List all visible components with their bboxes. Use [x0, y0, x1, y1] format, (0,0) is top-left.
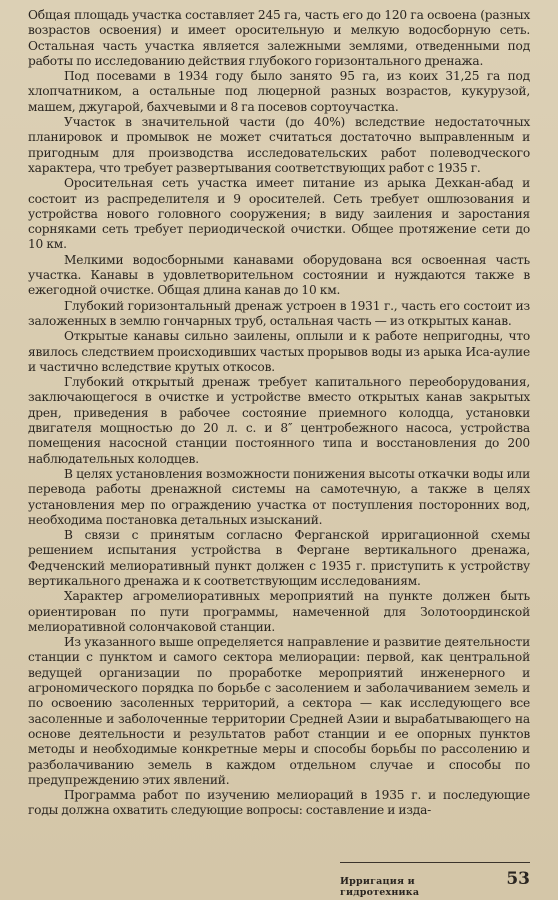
- paragraph: Глубокий открытый дренаж требует капитального переоборудования, заключающегося в очистке и устройстве вместо открытых канав закрытых дрен, приведения в рабочее состояние приемного колодца, установки двигателя мощностью до 20 л. с. и 8″ центробежного насоса, устройства помещения насосной станции постоянного типа и восстановления до 200 наблюдательных колодцев.: [28, 375, 530, 466]
- paragraph: Открытые канавы сильно заилены, оплыли и к работе непригодны, что явилось следствием происходивших частых прорывов воды из арыка Иса-аулие и частично вследствие крутых откосов.: [28, 329, 530, 374]
- paragraph: Мелкими водосборными канавами оборудована вся освоенная часть участка. Канавы в удовлетворительном состоянии и нуждаются также в ежегодной очистке. Общая длина канав до 10 км.: [28, 252, 530, 298]
- page-number: 53: [506, 869, 530, 889]
- paragraph: Из указанного выше определяется направление и развитие деятельности станции с пунктом и самого сектора мелиорации: первой, как центральной ведущей организации по проработке мероприятий инженерного и агрономического порядка по борьбе с засолением и заболачиванием земель и по освоению засоленных территорий, а сектора — как исследующего все засоленные и заболоченные территории Средней Азии и вырабатывающего на основе деятельности и результатов работ станции и ее опорных пунктов методы и необходимые конкретные меры и способы борьбы по рассолению и разболачиванию земель в каждом отдельном случае и способы по предупреждению этих явлений.: [28, 635, 530, 787]
- body-text: [28, 8, 530, 819]
- paragraph: Программа работ по изучению мелиораций в 1935 г. и последующие годы должна охватить следующие вопросы: составление и изда-: [28, 788, 530, 818]
- page-footer: [340, 862, 530, 898]
- paragraph: Общая площадь участка составляет 245 га, часть его до 120 га освоена (разных возрастов освоения) и имеет оросительную и мелкую водосборную сеть. Остальная часть участка является залежными землями, отведенными под работы по исследованию действия глубокого горизонтального дренажа.: [28, 8, 530, 68]
- paragraph: Глубокий горизонтальный дренаж устроен в 1931 г., часть его состоит из заложенных в землю гончарных труб, остальная часть — из открытых канав.: [28, 298, 530, 328]
- paragraph: В целях установления возможности понижения высоты откачки воды или перевода работы дренажной системы на самотечную, а также в целях установления мер по ограждению участка от поступления посторонних вод, необходима постановка детальных изысканий.: [28, 466, 530, 527]
- paragraph: Характер агромелиоративных мероприятий на пункте должен быть ориентирован по пути программы, намеченной для Золотоординской мелиоративной солончаковой станции.: [28, 589, 530, 634]
- paragraph: В связи с принятым согласно Ферганской ирригационной схемы решением испытания устройства в Фергане вертикального дренажа, Федченский мелиоративный пункт должен с 1935 г. приступить к устройству вертикального дренажа и к соответствующим исследованиям.: [28, 528, 530, 588]
- running-title: Ирригация и гидротехника: [340, 876, 420, 898]
- paragraph: Участок в значительной части (до 40%) вследствие недостаточных планировок и промывок не может считаться достаточно выправленным и пригодным для производства исследовательских работ полеводческого характера, что требует развертывания соответствующих работ с 1935 г.: [28, 115, 530, 175]
- paragraph: Под посевами в 1934 году было занято 95 га, из коих 31,25 га под хлопчатником, а остальные под люцерной разных возрастов, кукурузой, машем, джугарой, бахчевыми и 8 га посевов сортоучастка.: [28, 69, 530, 114]
- paragraph: Оросительная сеть участка имеет питание из арыка Дехкан-абад и состоит из распределителя и 9 оросителей. Сеть требует ошлюзования и устройства нового головного сооружения; в виду заиления и заростания сорняками сеть требует периодической очистки. Общее протяжение сети до 10 км.: [28, 176, 530, 252]
